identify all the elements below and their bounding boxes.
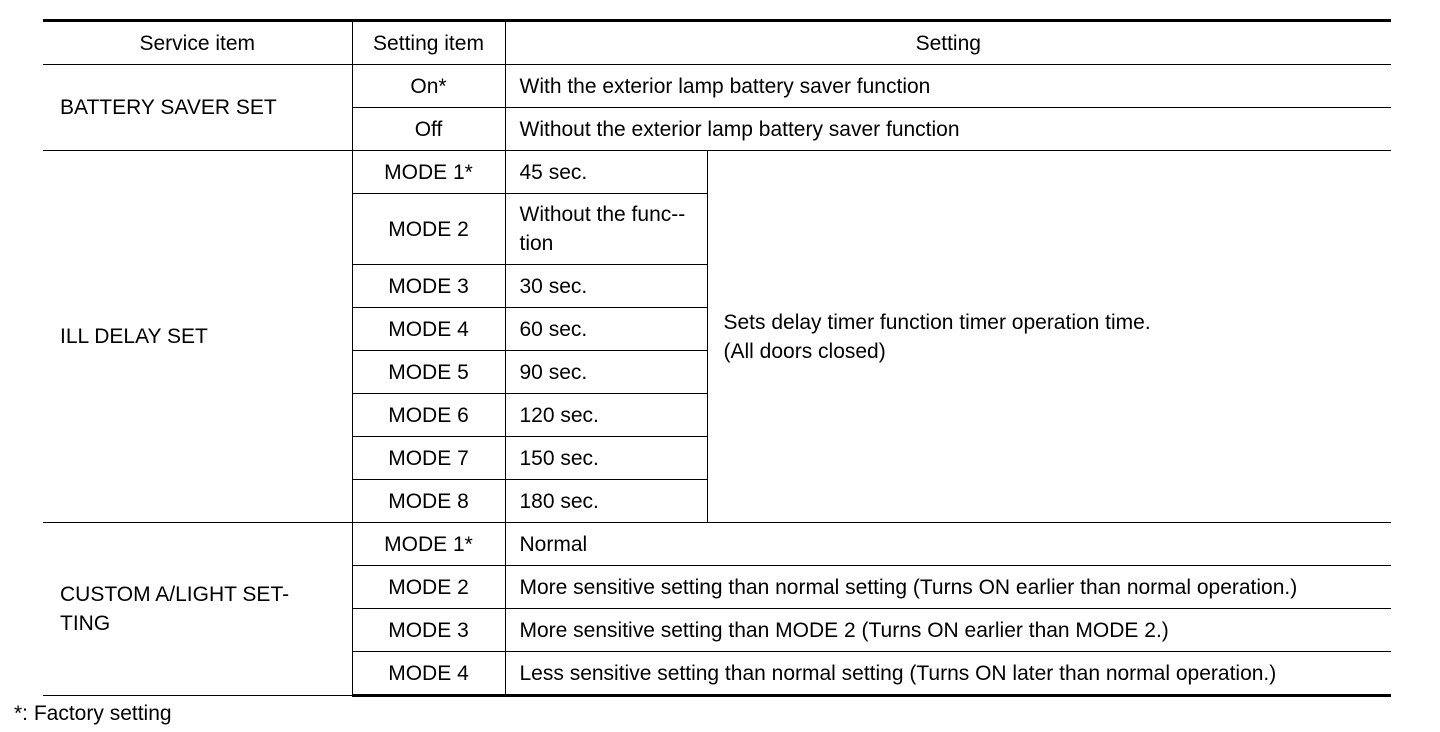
table-header-row — [43, 21, 1391, 65]
setting-cell: More sensitive setting than MODE 2 (Turns ON earlier than MODE 2.) — [505, 609, 1391, 652]
setting-item-cell: Off — [352, 108, 505, 151]
service-ill-delay: ILL DELAY SET — [43, 151, 352, 523]
setting-item-cell: MODE 2 — [352, 566, 505, 609]
setting-cell: 150 sec. — [505, 437, 707, 480]
setting-cell: Without the func-tion — [505, 194, 707, 265]
header-service-item: Service item — [43, 21, 352, 65]
setting-cell: 45 sec. — [505, 151, 707, 194]
setting-cell: 120 sec. — [505, 394, 707, 437]
footnote-factory-setting: *: Factory setting — [14, 702, 172, 725]
setting-item-cell: MODE 3 — [352, 265, 505, 308]
setting-item-cell: MODE 8 — [352, 480, 505, 523]
setting-cell: 90 sec. — [505, 351, 707, 394]
ill-delay-description — [707, 151, 1391, 523]
setting-item-cell: On* — [352, 65, 505, 108]
header-setting: Setting — [505, 21, 1391, 65]
setting-cell: With the exterior lamp battery saver function — [505, 65, 1391, 108]
setting-cell: Normal — [505, 523, 1391, 566]
setting-item-cell: MODE 1* — [352, 523, 505, 566]
settings-table — [43, 19, 1391, 697]
header-setting-item: Setting item — [352, 21, 505, 65]
table-row — [43, 151, 1391, 194]
service-battery-saver: BATTERY SAVER SET — [43, 65, 352, 151]
setting-cell: More sensitive setting than normal setting (Turns ON earlier than normal operation.) — [505, 566, 1391, 609]
setting-item-cell: MODE 7 — [352, 437, 505, 480]
service-custom-alight: CUSTOM A/LIGHT SET-TING — [43, 523, 352, 696]
ill-delay-description-line2: (All doors closed) — [723, 339, 886, 363]
settings-table-container — [43, 19, 1391, 697]
setting-item-cell: MODE 4 — [352, 652, 505, 696]
setting-item-cell: MODE 3 — [352, 609, 505, 652]
setting-item-cell: MODE 4 — [352, 308, 505, 351]
setting-cell: Without the exterior lamp battery saver function — [505, 108, 1391, 151]
setting-item-cell: MODE 1* — [352, 151, 505, 194]
setting-item-cell: MODE 2 — [352, 194, 505, 265]
setting-cell: Less sensitive setting than normal setting (Turns ON later than normal operation.) — [505, 652, 1391, 696]
table-row — [43, 523, 1391, 566]
setting-item-cell: MODE 5 — [352, 351, 505, 394]
setting-cell: 60 sec. — [505, 308, 707, 351]
setting-cell: 180 sec. — [505, 480, 707, 523]
table-row — [43, 65, 1391, 108]
setting-cell: 30 sec. — [505, 265, 707, 308]
ill-delay-description-line1: Sets delay timer function timer operation time. — [723, 310, 1151, 334]
setting-item-cell: MODE 6 — [352, 394, 505, 437]
